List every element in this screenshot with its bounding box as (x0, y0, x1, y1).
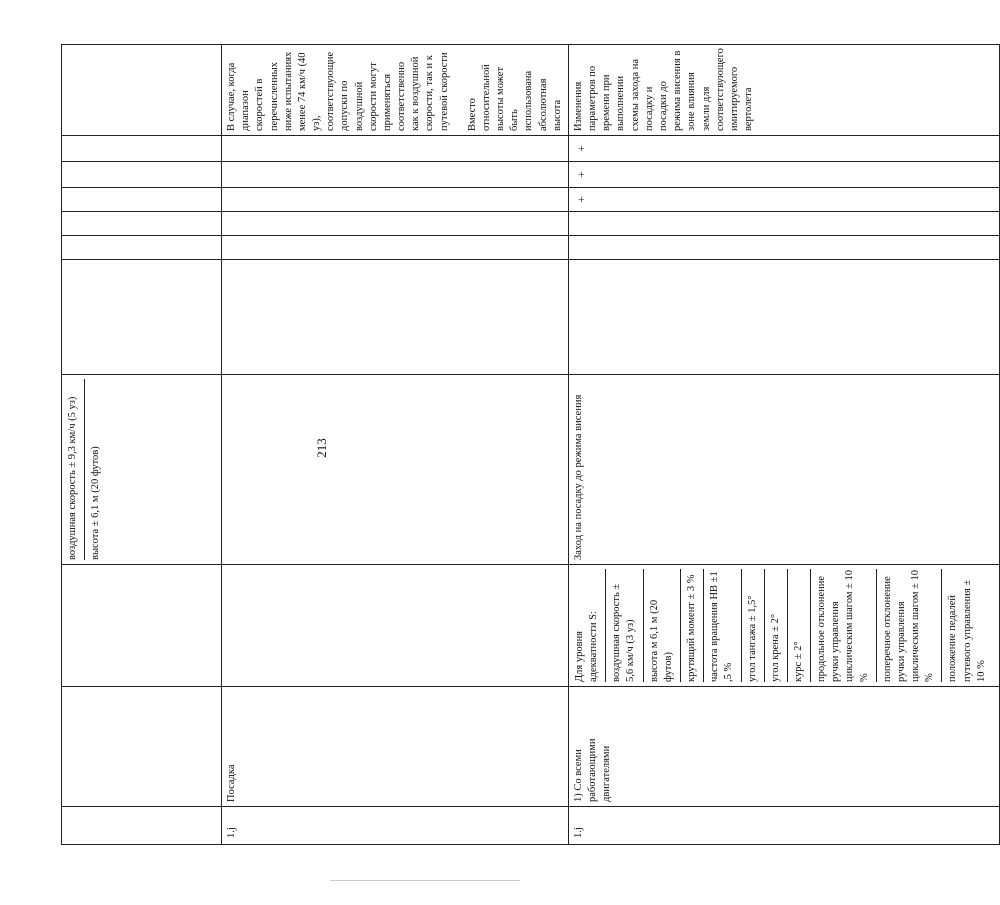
mark: + (568, 162, 999, 188)
note-text: Вместо относительной высоты может быть использована абсолютная высота (466, 64, 563, 131)
tolerance-item: крутящий момент ± 3 % (684, 569, 704, 682)
row-number: 1.j (568, 807, 999, 845)
scan-edge-line (330, 880, 520, 881)
table-row-all-engines (568, 45, 999, 845)
note-text: В случае, когда диапазон скоростей в перечисленных ниже испытаниях менее 74 км/ч (40 уз), соответствующие допуски по воздушной скорости могут применяться соответственно как к воздушной скорости, так и к путевой скорости (226, 51, 450, 131)
flight-condition-cell: Заход на посадку до режима висения (568, 375, 999, 565)
notes-cell (222, 45, 569, 136)
row-name: 1) Со всеми работающими двигателями (568, 687, 999, 807)
mark: + (568, 188, 999, 212)
tolerance-item: курс ± 2° (791, 569, 811, 682)
table-row-continuation (62, 45, 222, 845)
page-number: 213 (313, 438, 329, 458)
tolerance-item: воздушная скорость ± 9,3 км/ч (5 уз) (65, 379, 85, 560)
mark: + (568, 136, 999, 162)
row-number: 1.j (222, 807, 569, 845)
mark (568, 236, 999, 260)
requirements-table (61, 44, 1000, 845)
tolerance-item: продольное отклонение ручки управления циклическим шагом ± 10 % (814, 569, 877, 682)
tolerance-item: поперечное отклонение ручки управления циклическим шагом ± 10 % (880, 569, 943, 682)
cont-tolerance-cell (62, 375, 222, 565)
tolerance-item: частота вращения НВ ±1 ,5 % (707, 569, 741, 682)
tolerance-item: положение педалей путевого управления ± 10 % (947, 579, 987, 682)
rotated-table-container (61, 45, 987, 845)
mark (568, 212, 999, 236)
condition-cell (568, 565, 999, 687)
row-name: Посадка (222, 687, 569, 807)
tolerance-item: угол тангажа ± 1,5° (745, 569, 765, 682)
table-row-landing (222, 45, 569, 845)
tolerance-item: угол крена ± 2° (768, 569, 788, 682)
tolerance-item: воздушная скорость ± 5,6 км/ч (3 уз) (609, 569, 643, 682)
notes-cell: Изменения параметров по времени при выполнении схемы захода на посадку и посадки до режима висения в зоне влияния земли для соответствующего имитируемого вертолета (568, 45, 999, 136)
tolerance-item: высота ± 6,1 м (20 футов) (90, 446, 102, 560)
tolerance-item: высота м 6,1 м (20 футов) (647, 569, 681, 682)
condition-text: Для уровня адекватности S: (572, 569, 606, 682)
